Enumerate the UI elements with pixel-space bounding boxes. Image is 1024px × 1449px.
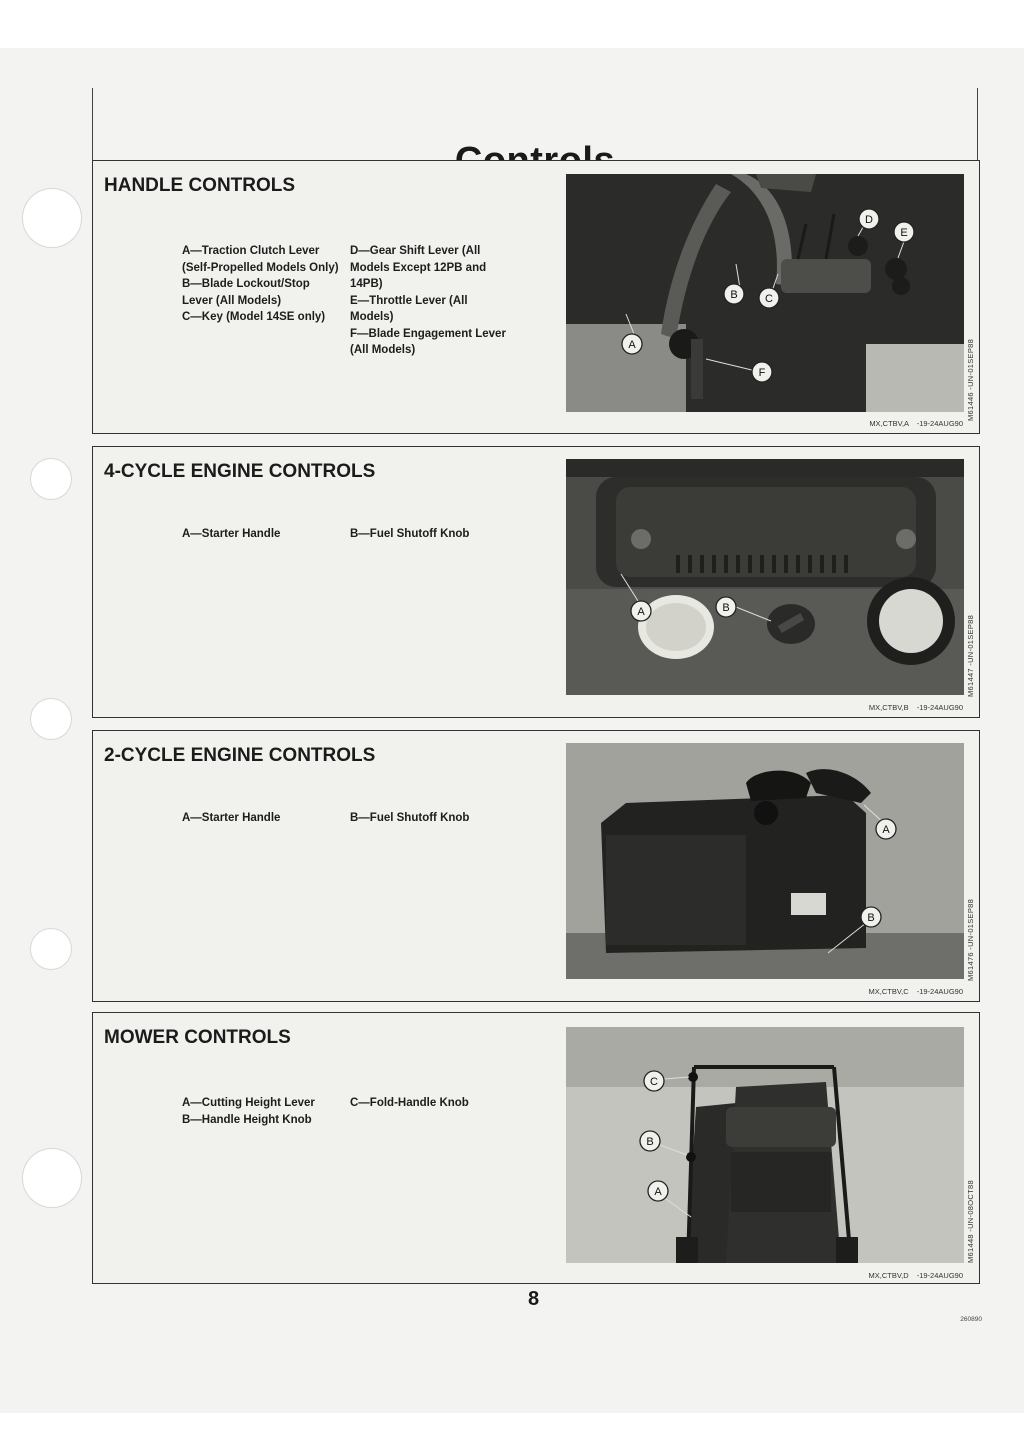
callout-label: B — [646, 1136, 654, 1148]
binder-hole — [22, 1148, 82, 1208]
binder-hole — [30, 698, 72, 740]
legend-item: F—Blade Engagement Lever (All Models) — [350, 327, 506, 356]
legend-item: B—Fuel Shutoff Knob — [350, 812, 470, 824]
legend-left — [182, 810, 342, 827]
callout-label: C — [650, 1076, 658, 1088]
callout-label: E — [900, 227, 908, 239]
legend-right — [350, 810, 520, 827]
callout-label: F — [758, 367, 766, 379]
photo-4-cycle-engine — [566, 459, 964, 695]
legend-item: A—Starter Handle — [182, 528, 281, 540]
photo-handle-controls — [566, 174, 964, 412]
legend-item: A—Traction Clutch Lever (Self-Propelled Models Only) — [182, 245, 339, 274]
legend-right — [350, 526, 520, 543]
section-2-cycle-engine-controls — [92, 730, 980, 1002]
callout-label: B — [722, 602, 730, 614]
callout-label: A — [654, 1186, 662, 1198]
photo-side-code: M61446 -UN-01SEP88 — [966, 338, 975, 421]
document-code: 260890 — [960, 1316, 982, 1323]
photo-foot-code: MX,CTBV,A -19-24AUG90 — [869, 419, 963, 428]
photo-foot-code: MX,CTBV,D -19-24AUG90 — [868, 1271, 963, 1280]
legend-item: A—Starter Handle — [182, 812, 281, 824]
legend-right — [350, 1095, 510, 1112]
binder-hole — [30, 458, 72, 500]
legend-item: C—Fold-Handle Knob — [350, 1097, 469, 1109]
photo-foot-code: MX,CTBV,C -19-24AUG90 — [868, 987, 963, 996]
callout-label: C — [765, 293, 773, 305]
manual-page — [0, 48, 1024, 1413]
legend-left — [182, 243, 342, 326]
section-4-cycle-engine-controls — [92, 446, 980, 718]
section-title: 4-CYCLE ENGINE CONTROLS — [104, 461, 376, 482]
legend-left — [182, 526, 342, 543]
legend-item: B—Blade Lockout/Stop Lever (All Models) — [182, 278, 310, 307]
legend-item: B—Fuel Shutoff Knob — [350, 528, 470, 540]
legend-item: C—Key (Model 14SE only) — [182, 311, 326, 323]
legend-item: B—Handle Height Knob — [182, 1113, 312, 1126]
section-title: MOWER CONTROLS — [104, 1027, 291, 1048]
photo-2-cycle-engine — [566, 743, 964, 979]
section-title: 2-CYCLE ENGINE CONTROLS — [104, 745, 376, 766]
legend-right — [350, 243, 510, 359]
callout-label: A — [637, 606, 645, 618]
section-mower-controls — [92, 1012, 980, 1284]
legend-item: A—Cutting Height Lever — [182, 1097, 315, 1109]
callout-label: D — [865, 214, 873, 226]
binder-hole — [22, 188, 82, 248]
photo-foot-code: MX,CTBV,B -19-24AUG90 — [868, 703, 963, 712]
photo-side-code: M61448 -UN-08OCT88 — [966, 1180, 975, 1263]
callout-label: A — [628, 339, 636, 351]
photo-mower — [566, 1027, 964, 1263]
legend-item: D—Gear Shift Lever (All Models Except 12PB and 14PB) — [350, 245, 487, 290]
callout-label: B — [867, 912, 875, 924]
section-title: HANDLE CONTROLS — [104, 175, 296, 196]
photo-side-code: M61476 -UN-01SEP88 — [966, 898, 975, 981]
page-number: 8 — [528, 1288, 540, 1310]
photo-side-code: M61447 -UN-01SEP88 — [966, 614, 975, 697]
callout-label: B — [730, 289, 738, 301]
legend-item: E—Throttle Lever (All Models) — [350, 294, 468, 323]
legend-left — [182, 1095, 352, 1128]
callout-label: A — [882, 824, 890, 836]
binder-hole — [30, 928, 72, 970]
section-handle-controls — [92, 160, 980, 434]
